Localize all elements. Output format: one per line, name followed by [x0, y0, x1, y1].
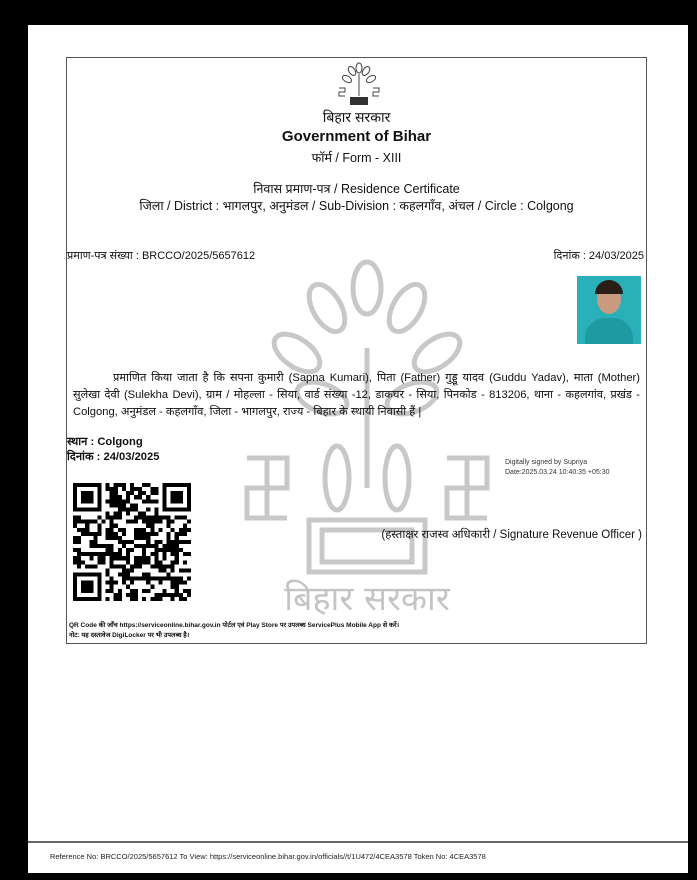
- form-number: फॉर्म / Form - XIII: [311, 151, 402, 165]
- place-date: दिनांक : 24/03/2025: [67, 451, 160, 463]
- residence-certificate: [66, 57, 647, 644]
- jurisdiction: जिला / District : भागलपुर, अनुमंडल / Sub-Division : कहलगाँव, अंचल / Circle : Colgong: [139, 199, 574, 213]
- digital-signature: [505, 458, 610, 478]
- certification-text: प्रमाणित किया जाता है कि सपना कुमारी (Sapna Kumari), पिता (Father) गुड्डू यादव (Guddu Yadav), माता (Mother) सुलेखा देवी (Sulekha Devi), ग्राम / मोहल्ला - सिया, वार्ड संख्या -12, डाकघर - सिया, पिनकोड - 813206, थाना - कहलगांव, प्रखंड - Colgong, अनुमंडल - कहलगाँव, जिला - भागलपुर, राज्य - बिहार के स्थायी निवासी हैं |: [73, 372, 640, 418]
- document-page: [28, 25, 688, 873]
- applicant-photo: [577, 276, 641, 344]
- qr-verification-note: QR Code की जाँच https://serviceonline.bihar.gov.in पोर्टल एवं Play Store पर उपलब्ध ServicePlus Mobile App से करें।: [69, 622, 400, 629]
- digital-signature-signer: Digitally signed by Supriya: [505, 459, 588, 466]
- footer-divider: [28, 841, 688, 843]
- issue-date: दिनांक : 24/03/2025: [553, 250, 644, 262]
- signature-label: (हस्ताक्षर राजस्व अधिकारी / Signature Revenue Officer ): [381, 529, 642, 541]
- digital-signature-date: Date:2025.03.24 10:40:35 +05:30: [505, 469, 610, 476]
- qr-code[interactable]: [73, 481, 191, 603]
- certificate-type: निवास प्रमाण-पत्र / Residence Certificate: [253, 182, 460, 196]
- certificate-number: प्रमाण-पत्र संख्या : BRCCO/2025/5657612: [67, 250, 256, 262]
- certificate-body: [67, 370, 646, 465]
- digilocker-note: नोट: यह दस्तावेज DigiLocker पर भी उपलब्ध है।: [69, 632, 190, 639]
- place: स्थान : Colgong: [67, 436, 143, 448]
- watermark-text: बिहार सरकार: [284, 579, 450, 618]
- reference-footer: Reference No: BRCCO/2025/5657612 To View: https://serviceonline.bihar.gov.in/officials//t/1U472/4CEA3578 Token No: 4CEA3578: [50, 852, 486, 861]
- hindi-title: बिहार सरकार: [322, 109, 391, 125]
- bihar-emblem-icon: [334, 60, 384, 106]
- government-title: Government of Bihar: [281, 128, 432, 145]
